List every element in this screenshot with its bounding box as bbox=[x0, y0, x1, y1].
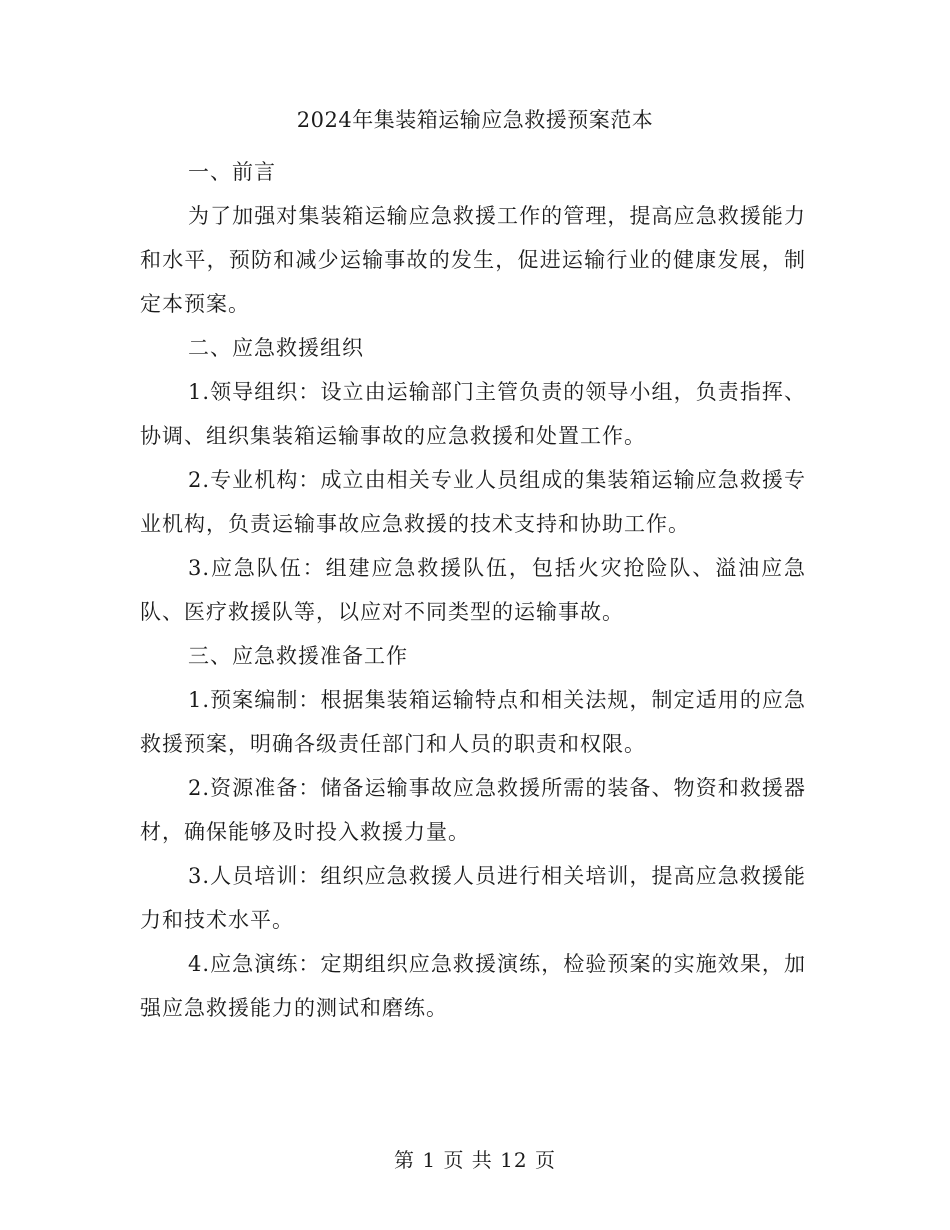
paragraph-professional-agency: 2.专业机构：成立由相关专业人员组成的集装箱运输应急救援专业机构，负责运输事故应急救援的技术支持和协助工作。 bbox=[140, 468, 806, 536]
paragraph-resource-preparation: 2.资源准备：储备运输事故应急救援所需的装备、物资和救援器材，确保能够及时投入救援力量。 bbox=[140, 776, 806, 844]
section-heading-preface: 一、前言 bbox=[188, 160, 276, 184]
paragraph-plan-compilation: 1.预案编制：根据集装箱运输特点和相关法规，制定适用的应急救援预案，明确各级责任部门和人员的职责和权限。 bbox=[140, 688, 806, 756]
section-heading-preparation: 三、应急救援准备工作 bbox=[188, 644, 408, 668]
document-body bbox=[140, 150, 806, 1030]
section-heading-organization: 二、应急救援组织 bbox=[188, 336, 364, 360]
paragraph-emergency-drill: 4.应急演练：定期组织应急救援演练，检验预案的实施效果，加强应急救援能力的测试和磨练。 bbox=[140, 952, 806, 1020]
paragraph-leadership: 1.领导组织：设立由运输部门主管负责的领导小组，负责指挥、协调、组织集装箱运输事故的应急救援和处置工作。 bbox=[140, 380, 806, 448]
paragraph-emergency-team: 3.应急队伍：组建应急救援队伍，包括火灾抢险队、溢油应急队、医疗救援队等，以应对不同类型的运输事故。 bbox=[140, 556, 806, 624]
paragraph-personnel-training: 3.人员培训：组织应急救援人员进行相关培训，提高应急救援能力和技术水平。 bbox=[140, 864, 806, 932]
paragraph-preface: 为了加强对集装箱运输应急救援工作的管理，提高应急救援能力和水平，预防和减少运输事故的发生，促进运输行业的健康发展，制定本预案。 bbox=[140, 204, 806, 316]
page-number-footer: 第 1 页 共 12 页 bbox=[394, 1148, 556, 1172]
document-title: 2024年集装箱运输应急救援预案范本 bbox=[296, 108, 654, 132]
